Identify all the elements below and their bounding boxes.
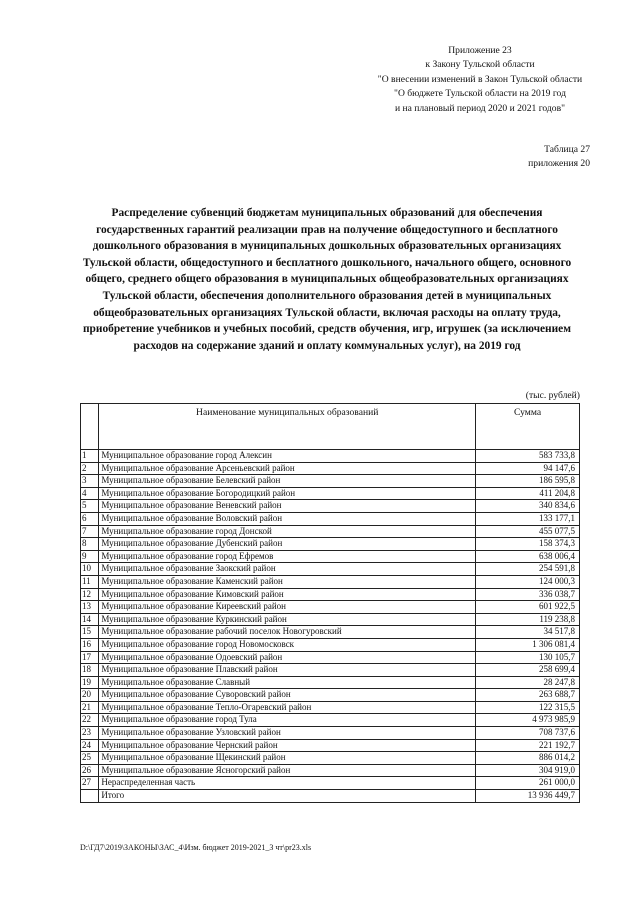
table-row (81, 575, 580, 588)
row-number-cell: 1 (81, 450, 99, 463)
document-title: Распределение субвенций бюджетам муниципальных образований для обеспечения государственных гарантий реализации прав на получение общедоступного и бесплатного дошкольного образования в муниципальных дошкольных образовательных организациях Тульской области, общедоступного и бесплатного дошкольного, начального общего, основного общего, среднего общего образования в муниципальных общеобразовательных организациях Тульской области, обеспечения дополнительного образования детей в муниципальных общеобразовательных организациях Тульской области, включая расходы на оплату труда, приобретение учебников и учебных пособий, средств обучения, игр, игрушек (за исключением расходов на содержание зданий и оплату коммунальных услуг), на 2019 год (82, 207, 572, 352)
amount-cell: 133 177,1 (476, 512, 580, 525)
municipality-name-cell: Муниципальное образование город Алексин (99, 450, 476, 463)
table-row (81, 739, 580, 752)
table-row (81, 613, 580, 626)
municipality-name-cell: Муниципальное образование Воловский район (99, 512, 476, 525)
amount-cell: 411 204,8 (476, 487, 580, 500)
row-number-cell: 3 (81, 475, 99, 488)
amount-cell: 583 733,8 (476, 450, 580, 463)
table-row (81, 563, 580, 576)
row-number-cell: 5 (81, 500, 99, 513)
amount-cell: 708 737,6 (476, 727, 580, 740)
table-row (81, 777, 580, 790)
municipality-name-cell: Муниципальное образование Дубенский район (99, 538, 476, 551)
table-row (81, 500, 580, 513)
municipality-name-cell: Муниципальное образование Славный (99, 676, 476, 689)
table-row (81, 626, 580, 639)
amount-cell: 119 238,8 (476, 613, 580, 626)
municipality-name-cell: Муниципальное образование Куркинский район (99, 613, 476, 626)
row-number-cell: 26 (81, 764, 99, 777)
table-row (81, 538, 580, 551)
row-number-cell: 27 (81, 777, 99, 790)
table-row (81, 752, 580, 765)
row-number-cell: 13 (81, 601, 99, 614)
unit-note: (тыс. рублей) (525, 390, 580, 401)
row-number-cell: 15 (81, 626, 99, 639)
table-row (81, 727, 580, 740)
row-number-cell: 12 (81, 588, 99, 601)
amount-cell: 263 688,7 (476, 689, 580, 702)
row-number-cell: 11 (81, 575, 99, 588)
table-row (81, 651, 580, 664)
row-number-cell: 17 (81, 651, 99, 664)
municipality-name-cell: Муниципальное образование Тепло-Огаревский район (99, 701, 476, 714)
municipality-name-cell: Муниципальное образование Богородицкий район (99, 487, 476, 500)
municipality-name-cell: Муниципальное образование Ясногорский район (99, 764, 476, 777)
municipality-name-cell: Муниципальное образование город Ефремов (99, 550, 476, 563)
table-row (81, 638, 580, 651)
amount-cell: 455 077,5 (476, 525, 580, 538)
amount-cell: 34 517,8 (476, 626, 580, 639)
amount-cell: 122 315,5 (476, 701, 580, 714)
table-row (81, 664, 580, 677)
table-row (81, 588, 580, 601)
municipality-name-cell: Муниципальное образование Белевский район (99, 475, 476, 488)
table-row (81, 512, 580, 525)
row-number-cell: 23 (81, 727, 99, 740)
amount-cell: 124 000,3 (476, 575, 580, 588)
distribution-table (80, 403, 580, 803)
table-row (81, 714, 580, 727)
amount-cell: 304 919,0 (476, 764, 580, 777)
amount-cell: 158 374,3 (476, 538, 580, 551)
table-body (81, 450, 580, 803)
municipality-name-cell: Муниципальное образование город Донской (99, 525, 476, 538)
municipality-name-cell: Муниципальное образование Киреевский район (99, 601, 476, 614)
table-row (81, 550, 580, 563)
municipality-name-cell: Муниципальное образование город Новомосковск (99, 638, 476, 651)
row-number-cell: 24 (81, 739, 99, 752)
municipality-name-cell: Муниципальное образование Плавский район (99, 664, 476, 677)
row-number-cell: 7 (81, 525, 99, 538)
appendix-reference: приложения 20 (528, 158, 590, 169)
municipality-name-cell: Муниципальное образование город Тула (99, 714, 476, 727)
row-number-cell: 16 (81, 638, 99, 651)
row-number-cell: 10 (81, 563, 99, 576)
amount-cell: 221 192,7 (476, 739, 580, 752)
amount-cell: 254 591,8 (476, 563, 580, 576)
municipality-name-cell: Муниципальное образование Щекинский район (99, 752, 476, 765)
amount-cell: 340 834,6 (476, 500, 580, 513)
municipality-name-cell: Муниципальное образование Одоевский район (99, 651, 476, 664)
table-row (81, 701, 580, 714)
municipality-name-cell: Муниципальное образование Суворовский район (99, 689, 476, 702)
row-number-cell: 19 (81, 676, 99, 689)
amount-cell: 886 014,2 (476, 752, 580, 765)
amendment-title-line-1: "О внесении изменений в Закон Тульской области (377, 73, 583, 85)
amount-cell: 130 105,7 (476, 651, 580, 664)
row-number-cell: 8 (81, 538, 99, 551)
row-number-cell: 22 (81, 714, 99, 727)
law-reference: к Закону Тульской области (425, 59, 535, 71)
row-number-cell: 4 (81, 487, 99, 500)
amendment-title-line-2: "О бюджете Тульской области на 2019 год (394, 88, 566, 100)
table-caption (470, 143, 590, 171)
table-row (81, 450, 580, 463)
municipality-name-cell: Нераспределенная часть (99, 777, 476, 790)
amount-cell: 258 699,4 (476, 664, 580, 677)
table-row (81, 475, 580, 488)
table-row (81, 462, 580, 475)
amount-cell: 28 247,8 (476, 676, 580, 689)
appendix-number: Приложение 23 (448, 45, 512, 56)
table-row (81, 601, 580, 614)
header-sum-cell: Сумма (476, 404, 580, 450)
table-row (81, 525, 580, 538)
municipality-name-cell: Муниципальное образование Кимовский район (99, 588, 476, 601)
municipality-name-cell: Муниципальное образование Арсеньевский район (99, 462, 476, 475)
amount-cell: 186 595,8 (476, 475, 580, 488)
row-number-cell: 14 (81, 613, 99, 626)
table-header-row (81, 404, 580, 450)
table-row (81, 689, 580, 702)
table-row (81, 764, 580, 777)
municipality-name-cell: Муниципальное образование рабочий поселок Новогуровский (99, 626, 476, 639)
municipality-name-cell: Муниципальное образование Веневский район (99, 500, 476, 513)
amount-cell: 94 147,6 (476, 462, 580, 475)
file-path: D:\ГД7\2019\ЗАКОНЫ\ЗАС_4\Изм. бюджет 2019-2021_3 чт\pr23.xls (80, 843, 312, 852)
total-amount-cell: 13 936 449,7 (476, 790, 580, 803)
amount-cell: 601 922,5 (476, 601, 580, 614)
municipality-name-cell: Муниципальное образование Заокский район (99, 563, 476, 576)
amount-cell: 4 973 985,9 (476, 714, 580, 727)
amount-cell: 638 006,4 (476, 550, 580, 563)
header-number-cell (81, 404, 99, 450)
municipality-name-cell: Муниципальное образование Каменский район (99, 575, 476, 588)
row-number-cell: 6 (81, 512, 99, 525)
table-row (81, 487, 580, 500)
total-row (81, 790, 580, 803)
municipality-name-cell: Муниципальное образование Узловский район (99, 727, 476, 740)
row-number-cell: 20 (81, 689, 99, 702)
row-number-cell: 18 (81, 664, 99, 677)
row-number-cell: 9 (81, 550, 99, 563)
document-header (330, 44, 630, 116)
amendment-title-line-3: и на плановый период 2020 и 2021 годов" (394, 102, 566, 114)
amount-cell: 336 038,7 (476, 588, 580, 601)
table-number: Таблица 27 (544, 144, 590, 155)
amount-cell: 1 306 081,4 (476, 638, 580, 651)
amount-cell: 261 000,0 (476, 777, 580, 790)
row-number-cell: 2 (81, 462, 99, 475)
total-number-cell (81, 790, 99, 803)
table-row (81, 676, 580, 689)
row-number-cell: 21 (81, 701, 99, 714)
municipality-name-cell: Муниципальное образование Чернский район (99, 739, 476, 752)
total-label-cell: Итого (99, 790, 476, 803)
header-name-cell: Наименование муниципальных образований (99, 404, 476, 450)
row-number-cell: 25 (81, 752, 99, 765)
